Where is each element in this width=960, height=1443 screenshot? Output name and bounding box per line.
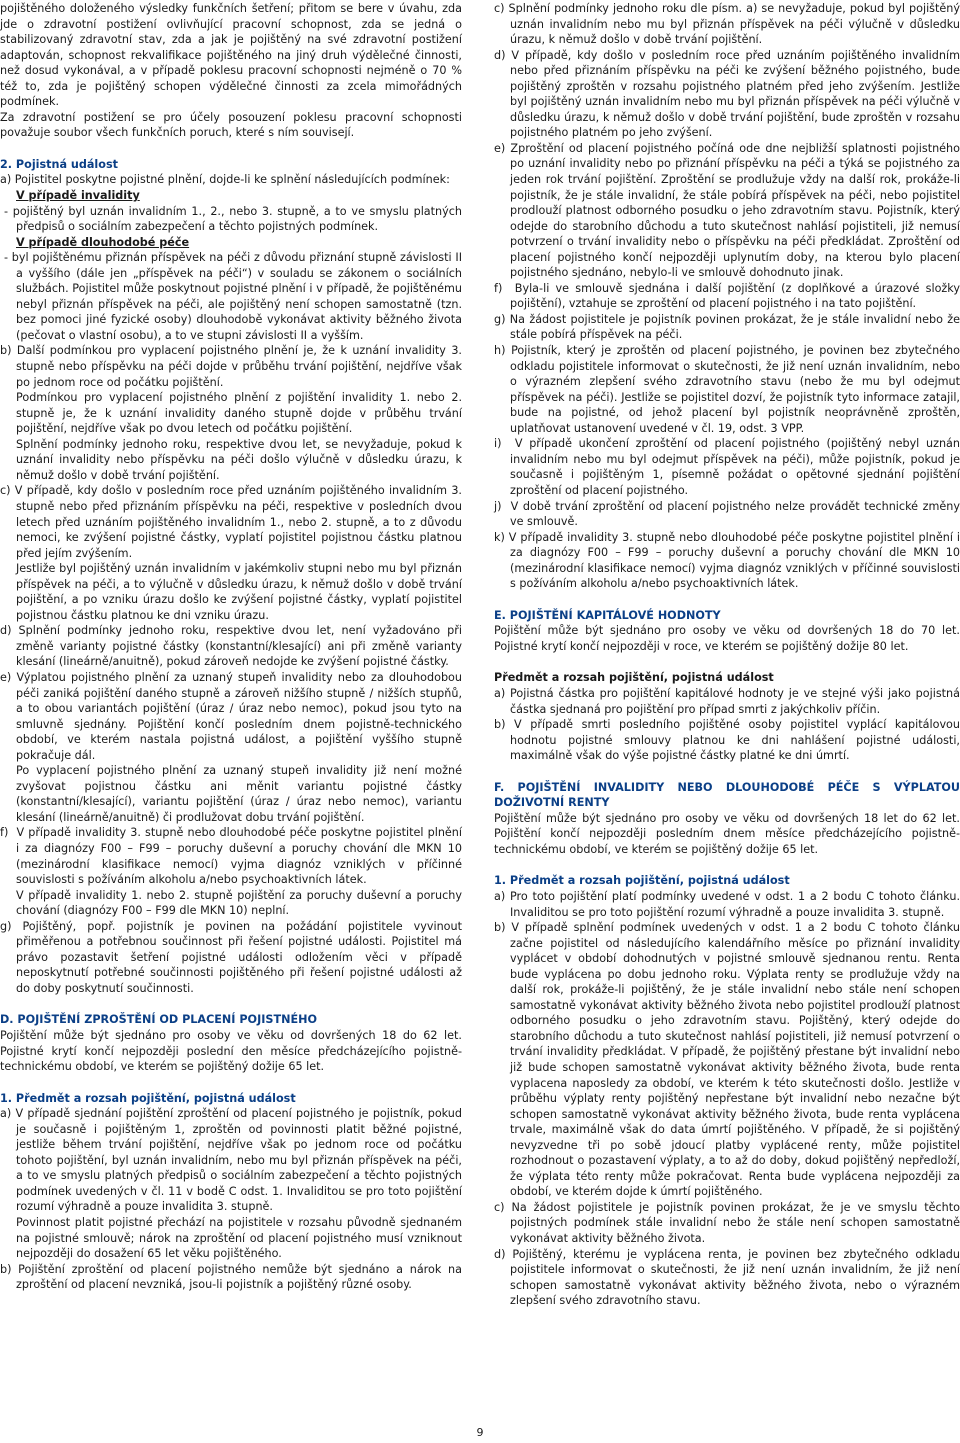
list-item: b) V případě splnění podmínek uvedených v odst. 1 a 2 bodu C tohoto článku začne pojistitel od následujícího kalendářního měsíce po přiznání invalidity vyplácet v období dohodnutých v pojistné smlouvě sjednanou rentu. Renta bude vyplácena po dobu jednoho roku. Výplata renty se prodlužuje vždy na další rok, prokáže-li pojištěný, že je stále invalidní nebo stále není schopen samostatně vykonávat aktivity běžného života nebo pojistitel prodlouží platnost odborného posudku o jeho zdravotním stavu. Pojištěný, který odejde do starobního důchodu a tuto skutečnost nahlásí pojistiteli, již nemusí potvrzení o trvání invalidity předkládat. V případě, že pojištěný přestane být invalidní nebo již bude schopen samostatně vykonávat aktivity běžného života, bude renta vyplacena naposledy za období, ve kterém k této skutečnosti došlo. Jestliže v průběhu výplaty renty pojištěný nepřestane být invalidní nebo nezačne být schopen samostatně vykonávat aktivity běžného života, bude renta vyplácena trvale, maximálně však do data úmrtí pojištěného. V případě, že si pojištěný nevyzvedne tři po sobě jdoucí platby vyplácené renty, může pojistitel rozhodnout o pozastavení výplaty, a to až do doby, dokud pojištěný nepředloží, že výplata této renty může pokračovat. Renta bude vyplácena nejpozději za období, ve kterém dojde k úmrtí pojištěného. xyxy=(494,921,960,1199)
list-item: a) Pojistitel poskytne pojistné plnění, dojde-li ke splnění následujících podmínek: xyxy=(0,173,450,187)
paragraph: Za zdravotní postižení se pro účely posouzení poklesu pracovní schopnosti považuje soubor všech funkčních poruch, které s ním souvisejí. xyxy=(0,110,462,140)
paragraph: Pojištění může být sjednáno pro osoby ve věku od dovršených 18 do 70 let. Pojistné krytí končí nejpozději v roce, ve kterém se pojištěný dožije 80 let. xyxy=(494,624,960,653)
list-item: k) V případě invalidity 3. stupně nebo dlouhodobé péče poskytne pojistitel plnění i za diagnózy F00 – F99 – poruchy duševní a poruchy chování dle MKN 10 (mezinárodní klasifikace nemocí) vyjma diagnóz vzniklých v příčinné souvislosti s požíváním alkoholu a/nebo psychoaktivních látek. xyxy=(494,530,960,591)
list-item: c) V případě, kdy došlo v posledním roce před uznáním pojištěného invalidním 3. stupně nebo před přiznáním příspěvku na péči, respektive v posledních dvou letech před uznáním pojištěného invalidním 1., nebo 2. stupně, a to z důvodu nemoci, ke zvýšení pojistné částky, vyplatí pojistitel pojistnou částku platnou před jejím zvýšením. xyxy=(0,484,462,560)
list-item: - pojištěný byl uznán invalidním 1., 2., nebo 3. stupně, a to ve smyslu platných předpisů o sociálním zabezpečení a těchto pojistných podmínek. xyxy=(4,204,462,234)
paragraph: pojištěného doloženého výsledky funkčních šetření; přitom se bere v úvahu, zda jde o zdravotní postižení ovlivňující pracovní schopnost, zda se jedná o stabilizovaný zdravotní stav, zda a jak je pojištěný na své zdravotní postižení adaptován, schopnost rekvalifikace pojištěného na jiný druh výdělečné činnosti, než dosud vykonával, a v případě poklesu pracovní schopnosti nejméně o 70 % též to, zda je pojištěný schopen výdělečné činnosti za zcela mimořádných podmínek. xyxy=(0,2,462,109)
list-item: g) Na žádost pojistitele je pojistník povinen prokázat, že je stále invalidní nebo že stále pobírá příspěvek na péči. xyxy=(494,312,960,342)
section-heading: 2. Pojistná událost xyxy=(0,157,118,171)
subheading: V případě invalidity xyxy=(16,189,140,203)
section-heading: F. POJIŠTĚNÍ INVALIDITY NEBO DLOUHODOBÉ PÉČE S VÝPLATOU DOŽIVOTNÍ RENTY xyxy=(494,780,960,810)
section-heading: D. POJIŠTĚNÍ ZPROŠTĚNÍ OD PLACENÍ POJISTNÉHO xyxy=(0,1013,317,1027)
list-item: b) Pojištění zproštění od placení pojistného nemůže být sjednáno a nárok na zproštění od placení nevzniká, jsou-li pojistník a pojištěný různé osoby. xyxy=(0,1262,462,1292)
list-item: d) Pojištěný, kterému je vyplácena renta, je povinen bez zbytečného odkladu pojistitele informovat o skutečnosti, že již není uznán invalidním, že již není schopen samostatně vykonávat aktivity běžného života, nebo o výrazném zlepšení svého zdravotního stavu. xyxy=(494,1247,960,1308)
list-item: c) Na žádost pojistitele je pojistník povinen prokázat, že je ve smyslu těchto pojistných podmínek stále invalidní nebo že stále není schopen samostatně vykonávat aktivity běžného života. xyxy=(494,1200,960,1246)
list-item: f) V případě invalidity 3. stupně nebo dlouhodobé péče poskytne pojistitel plnění i za diagnózy F00 – F99 – poruchy duševní a poruchy chování dle MKN 10 (mezinárodní klasifikace nemocí) vyjma diagnóz vzniklých v příčinné souvislosti s požíváním alkoholu a/nebo psychoaktivních látek. xyxy=(0,826,462,887)
list-item: e) Zproštění od placení pojistného počíná ode dne nejbližší splatnosti pojistného po uznání invalidity nebo po přiznání příspěvku na péči a týká se pojistného za jeden rok trvání pojištění. Zproštění se prodlužuje vždy na další rok, prokáže-li pojistník, že je stále invalidní, že stále pobírá příspěvek na péči, nebo pojistitel prodlouží platnost odborného posudku o jeho zdravotním stavu. Pojistník, který odejde do starobního důchodu a tuto skutečnost nahlásí pojistiteli, již nemusí potvrzení o trvání invalidity nebo o příspěvku na péči předkládat. Zproštění od placení pojistného končí nejpozději uplynutím doby, na kterou bylo placení pojistného sjednáno, nebylo-li ve smlouvě dohodnuto jinak. xyxy=(494,141,960,280)
paragraph: Povinnost platit pojistné přechází na pojistitele v rozsahu původně sjednaném na pojistné smlouvě; nárok na zproštění od placení pojistného musí vzniknout nejpozději do dosažení 65 let věku pojištěného. xyxy=(16,1216,462,1261)
left-column xyxy=(0,1,462,1293)
paragraph: Podmínkou pro vyplacení pojistného plnění z pojištění invalidity 1. nebo 2. stupně je, že k uznání invalidity daného stupně dojde v průběhu trvání pojištění, nejdříve však po dvou letech od počátku pojištění. xyxy=(16,391,462,436)
list-item: i) V případě ukončení zproštění od placení pojistného (pojištěný nebyl uznán invalidním nebo mu byl odejmut příspěvek na péči), může pojistník, pokud je současně i pojištěným 1, písemně požádat o opětovné sjednání pojištění zproštění od placení pojistného. xyxy=(494,437,960,497)
paragraph: Pojištění může být sjednáno pro osoby ve věku od dovršených 18 let do 62 let. Pojištění končí nejpozději posledním dnem měsíce předcházejícího pojistně-technickému období, ve kterém se pojištěný dožije 65 let. xyxy=(494,811,960,856)
paragraph: Jestliže byl pojištěný uznán invalidním v jakémkoliv stupni nebo mu byl přiznán příspěvek na péči, a to výlučně v důsledku úrazu, k němuž došlo v době trvání pojištění, a po vzniku úrazu došlo ke zvýšení pojistné částky, vyplatí pojistitel pojistnou částku platnou ke dni vzniku úrazu. xyxy=(16,562,462,622)
page-number: 9 xyxy=(476,1426,484,1439)
list-item: d) Splnění podmínky jednoho roku, respektive dvou let, není vyžadováno při změně varianty pojistné částky (konstantní/klesající) ani při změně varianty klesání (lineárně/anuitně), pokud zároveň nedojde ke zvýšení pojistné částky. xyxy=(0,624,462,669)
list-item: c) Splnění podmínky jednoho roku dle písm. a) se nevyžaduje, pokud byl pojištěný uznán invalidním nebo mu byl přiznán příspěvek na péči výlučně v důsledku úrazu, k němuž došlo v době trvání pojištění. xyxy=(494,2,960,47)
list-item: h) Pojistník, který je zproštěn od placení pojistného, je povinen bez zbytečného odkladu pojistitele informovat o skutečnosti, že již není uznán invalidním, nebo o výrazném zlepšení svého zdravotního stavu (nebo že mu byl odejmut příspěvek na péči). Jestliže se pojistitel dozví, že pojistník tyto informace zatajil, bude na pojistné, od jehož placení byl pojistník neoprávněně zproštěn, uplatňovat ustanovení uvedené v čl. 19, odst. 3 VPP. xyxy=(494,344,960,435)
list-item: e) Výplatou pojistného plnění za uznaný stupeň invalidity nebo za dlouhodobou péči zaniká pojištění daného stupně a zároveň nižšího stupně / nižších stupňů, a to obou variantách pojištění (úraz / úraz nebo nemoc), pokud jsou tyto na smluvně sjednány. Pojištění končí posledním dnem pojistně-technického období, ve kterém nastala pojistná událost, a pojištění vyššího stupně pokračuje dál. xyxy=(0,670,462,762)
subheading: V případě dlouhodobé péče xyxy=(16,235,190,249)
section-heading: E. POJIŠTĚNÍ KAPITÁLOVÉ HODNOTY xyxy=(494,608,721,622)
section-heading: 1. Předmět a rozsah pojištění, pojistná událost xyxy=(494,874,790,888)
list-item: b) Další podmínkou pro vyplacení pojistného plnění je, že k uznání invalidity 3. stupně nebo příspěvku na péči dojde v průběhu trvání pojištění, nejdříve však po jednom roce od počátku pojištění. xyxy=(0,344,462,389)
paragraph: V případě invalidity 1. nebo 2. stupně pojištění za poruchy duševní a poruchy chování (diagnózy F00 – F99 dle MKN 10) neplní. xyxy=(16,888,462,918)
list-item: a) Pojistná částka pro pojištění kapitálové hodnoty je ve stejné výši jako pojistná částka sjednaná pro pojištění pro případ smrti z jakýchkoliv příčin. xyxy=(494,686,960,716)
list-item: a) Pro toto pojištění platí podmínky uvedené v odst. 1 a 2 bodu C tohoto článku. Invaliditou se pro toto pojištění rozumí výhradně a pouze invalidita 3. stupně. xyxy=(494,889,960,919)
section-heading: 1. Předmět a rozsah pojištění, pojistná událost xyxy=(0,1091,296,1105)
paragraph: Po vyplacení pojistného plnění za uznaný stupeň invalidity již není možné zvyšovat pojistnou částku ani měnit variantu pojistné částky (konstantní/klesající), variantu pojištění (úraz / úraz nebo nemoc), variantu klesání (lineárně/anuitně) či prodlužovat dobu trvání pojištění. xyxy=(16,764,462,824)
list-item: - byl pojištěnému přiznán příspěvek na péči z důvodu přiznání stupně závislosti II a vyššího (dále jen „příspěvek na péči“) v souladu se zákonem o sociálních službách. Pojistitel může poskytnout pojistné plnění i v případě, že pojištěnému nebyl přiznán příspěvek na péči, ale pojištěný není schopen samostatně (tzn. bez pomoci jiné fyzické osoby) dlouhodobě vykonávat aktivity běžného života (pečovat o vlastní osobu), a to ve stupni závislosti II a vyšším. xyxy=(4,251,462,342)
list-item: a) V případě sjednání pojištění zproštění od placení pojistného je pojistník, pokud je současně i pojištěným 1, zproštěn od povinnosti platit běžné pojistné, jestliže během trvání pojištění, nejdříve však po jednom roce od počátku tohoto pojištění, byl uznán invalidním, nebo mu byl přiznán příspěvek na péči, a to ve smyslu platných předpisů o sociálním zabezpečení a těchto pojistných podmínek uvedených v čl. 11 v bodě C odst. 1. Invaliditou se pro toto pojištění rozumí výhradně a pouze invalidita 3. stupně. xyxy=(0,1107,462,1214)
list-item: b) V případě smrti posledního pojištěné osoby pojistitel vyplácí kapitálovou hodnotu pojistné smlouvy platnou ke dni nahlášení pojistné události, maximálně však do výše pojistné částky platné ke dni úmrtí. xyxy=(494,718,960,763)
subheading: Předmět a rozsah pojištění, pojistná událost xyxy=(494,671,774,685)
right-column xyxy=(494,1,960,1309)
paragraph: Pojištění může být sjednáno pro osoby ve věku od dovršených 18 do 62 let. Pojistné krytí končí nejpozději poslední den měsíce předcházejícího pojistně-technickému období, ve kterém se pojištěný dožije 65 let. xyxy=(0,1029,462,1074)
list-item: j) V době trvání zproštění od placení pojistného nelze provádět technické změny ve smlouvě. xyxy=(494,499,960,529)
list-item: d) V případě, kdy došlo v posledním roce před uznáním pojištěného invalidním nebo před přiznáním příspěvku na péči ke zvýšení běžného pojistného, bude pojištěný zproštěn v rozsahu pojistného platném před jeho zvýšením. Jestliže byl pojištěný uznán invalidním nebo mu byl přiznán příspěvek na péči výlučně v důsledku úrazu, k němuž došlo v době trvání pojištění, bude zproštěn v rozsahu pojistného platném po jeho zvýšení. xyxy=(494,48,960,140)
paragraph: Splnění podmínky jednoho roku, respektive dvou let, se nevyžaduje, pokud k uznání invalidity nebo příspěvku na péči došlo výlučně v důsledku úrazu, k němuž došlo v době trvání pojištění. xyxy=(16,437,462,482)
list-item: f) Byla-li ve smlouvě sjednána i další pojištění (z doplňkové a úrazové složky pojištění), vztahuje se zproštění od placení pojistného i na tato pojištění. xyxy=(494,281,960,311)
list-item: g) Pojištěný, popř. pojistník je povinen na požádání pojistitele vyvinout přiměřenou a potřebnou součinnost při řešení pojistné události. Pojistitel má právo pozastavit šetření pojistné události odložením věci v případě neposkytnutí potřebné součinnosti pojištěného při řešení pojistné události až do doby poskytnutí součinnosti. xyxy=(0,919,462,995)
